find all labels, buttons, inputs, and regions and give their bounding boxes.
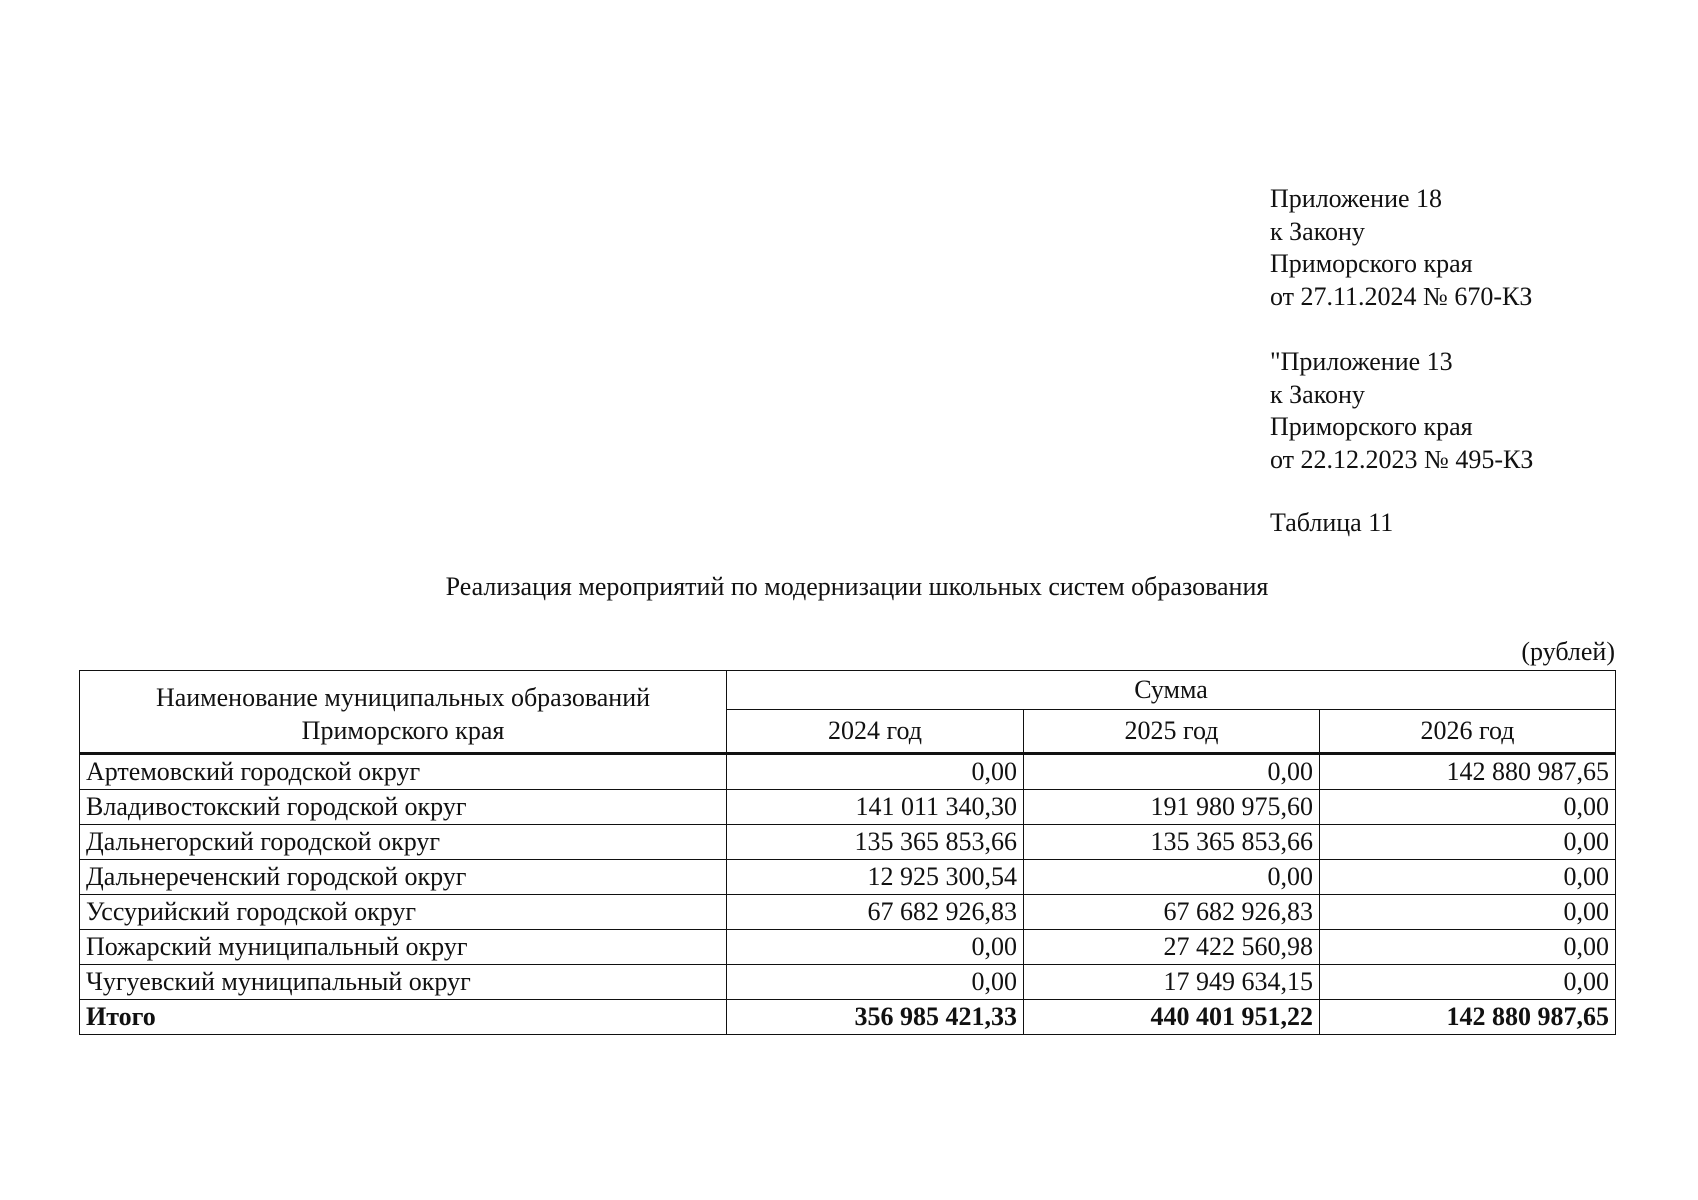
appendix-line: "Приложение 13 [1270, 347, 1453, 376]
table-number: Таблица 11 [1270, 508, 1394, 537]
municipality-name: Чугуевский муниципальный округ [80, 965, 727, 1000]
appendix-line: Приморского края [1270, 412, 1473, 441]
header-year-2025: 2025 год [1024, 710, 1320, 754]
amount-2025: 0,00 [1024, 754, 1320, 790]
amount-2024: 141 011 340,30 [727, 790, 1024, 825]
header-sum: Сумма [727, 671, 1616, 710]
total-2026: 142 880 987,65 [1320, 1000, 1616, 1035]
appendix-line: Приложение 18 [1270, 184, 1443, 213]
header-year-2024: 2024 год [727, 710, 1024, 754]
amount-2025: 135 365 853,66 [1024, 825, 1320, 860]
amount-2026: 142 880 987,65 [1320, 754, 1616, 790]
municipality-name: Дальнереченский городской округ [80, 860, 727, 895]
amount-2026: 0,00 [1320, 790, 1616, 825]
table-row [80, 895, 1616, 930]
table-row [80, 754, 1616, 790]
appendix-reference-original [1270, 346, 1533, 476]
amount-2025: 27 422 560,98 [1024, 930, 1320, 965]
table-row [80, 930, 1616, 965]
appendix-reference-current [1270, 183, 1532, 313]
amount-2025: 17 949 634,15 [1024, 965, 1320, 1000]
unit-label: (рублей) [1521, 637, 1615, 666]
appendix-line: от 22.12.2023 № 495-КЗ [1270, 444, 1534, 474]
amount-2025: 67 682 926,83 [1024, 895, 1320, 930]
appendix-line: Приморского края [1270, 249, 1473, 278]
header-municipality: Наименование муниципальных образований Приморского края [80, 671, 727, 754]
municipality-name: Владивостокский городской округ [80, 790, 727, 825]
amount-2024: 0,00 [727, 965, 1024, 1000]
table-row [80, 965, 1616, 1000]
appendix-line: от 27.11.2024 № 670-КЗ [1270, 281, 1533, 311]
table-total-row [80, 1000, 1616, 1035]
amount-2026: 0,00 [1320, 895, 1616, 930]
appendix-line: к Закону [1270, 216, 1365, 246]
total-2024: 356 985 421,33 [727, 1000, 1024, 1035]
amount-2024: 0,00 [727, 754, 1024, 790]
municipality-name: Пожарский муниципальный округ [80, 930, 727, 965]
amount-2024: 12 925 300,54 [727, 860, 1024, 895]
amount-2024: 0,00 [727, 930, 1024, 965]
total-2025: 440 401 951,22 [1024, 1000, 1320, 1035]
amount-2026: 0,00 [1320, 825, 1616, 860]
municipality-name: Дальнегорский городской округ [80, 825, 727, 860]
municipality-name: Артемовский городской округ [80, 754, 727, 790]
total-label: Итого [80, 1000, 727, 1035]
amount-2025: 0,00 [1024, 860, 1320, 895]
amount-2026: 0,00 [1320, 965, 1616, 1000]
funding-table [79, 670, 1616, 1035]
amount-2024: 67 682 926,83 [727, 895, 1024, 930]
amount-2026: 0,00 [1320, 860, 1616, 895]
municipality-name: Уссурийский городской округ [80, 895, 727, 930]
amount-2025: 191 980 975,60 [1024, 790, 1320, 825]
header-year-2026: 2026 год [1320, 710, 1616, 754]
appendix-line: к Закону [1270, 379, 1365, 409]
amount-2026: 0,00 [1320, 930, 1616, 965]
document-title: Реализация мероприятий по модернизации школьных систем образования [445, 572, 1269, 601]
table-row [80, 825, 1616, 860]
amount-2024: 135 365 853,66 [727, 825, 1024, 860]
table-row [80, 860, 1616, 895]
table-row [80, 790, 1616, 825]
